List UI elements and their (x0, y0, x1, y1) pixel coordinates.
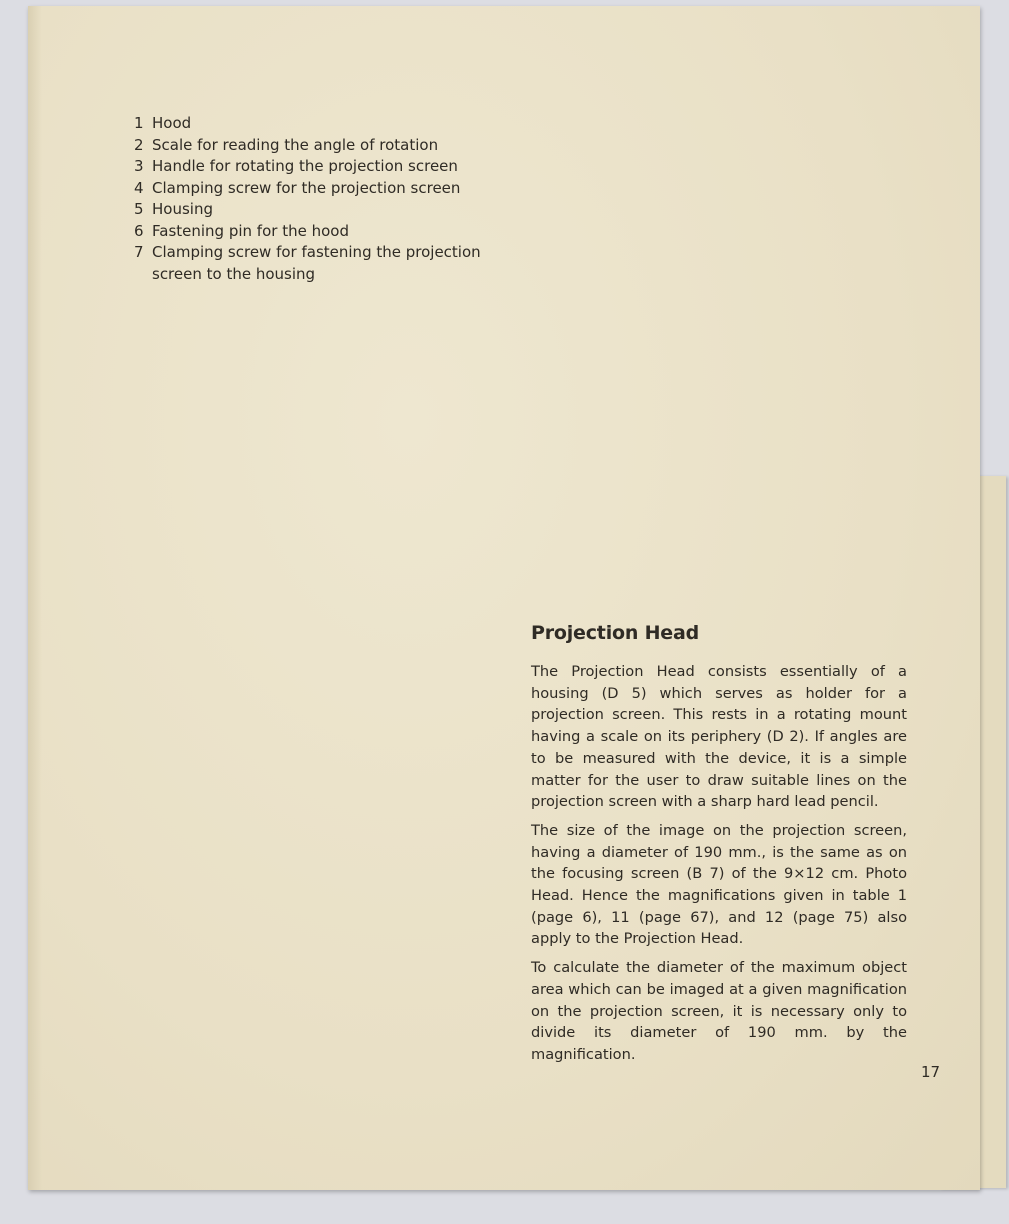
list-item (134, 156, 524, 178)
list-item (134, 242, 524, 285)
list-item-number: 3 (134, 157, 144, 175)
list-item-text: Fastening pin for the hood (152, 221, 349, 240)
list-item-text: Handle for rotating the projection screen (152, 157, 458, 175)
list-item (134, 199, 524, 221)
list-item-number: 1 (134, 114, 144, 132)
section-paragraph: To calculate the diameter of the maximum object area which can be imaged at a given magnification on the projection screen, it is necessary only to divide its diameter of 190 mm. by the magnification. (531, 959, 907, 1063)
section-paragraph: The size of the image on the projection screen, having a diameter of 190 mm., is the same as on the focusing screen (B 7) of the 9×12 cm. Photo Head. Hence the magnifications given in table 1 (page 6), 11 (page 67), and 12 (page 75) also apply to the Projection Head. (531, 821, 907, 948)
section-heading: Projection Head (531, 622, 700, 644)
list-item-text: Clamping screw for the projection screen (152, 178, 461, 197)
list-item-number: 4 (134, 178, 144, 197)
list-item-number: 7 (134, 243, 144, 261)
list-item-number: 6 (134, 221, 144, 240)
projection-head-section (531, 622, 907, 1073)
section-paragraph: The Projection Head consists essentially of a housing (D 5) which serves as holder for a projection screen. This rests in a rotating mount having a scale on its periphery (D 2). If angles are to be measured with the device, it is a simple matter for the user to draw suitable lines on the projection screen with a sharp hard lead pencil. (531, 663, 907, 811)
list-item-number: 2 (134, 135, 144, 154)
list-item-text: Hood (152, 114, 192, 132)
list-item-number: 5 (134, 200, 144, 218)
list-item-text: Housing (152, 200, 213, 218)
list-item-text: Scale for reading the angle of rotation (152, 135, 439, 154)
list-item (134, 113, 524, 135)
list-item (134, 135, 524, 157)
list-item (134, 221, 524, 243)
list-item (134, 178, 524, 200)
page-number: 17 (921, 1063, 941, 1081)
parts-list (134, 113, 524, 285)
list-item-text: Clamping screw for fastening the projection screen to the housing (152, 243, 481, 283)
page-binding-edge (28, 6, 42, 1190)
